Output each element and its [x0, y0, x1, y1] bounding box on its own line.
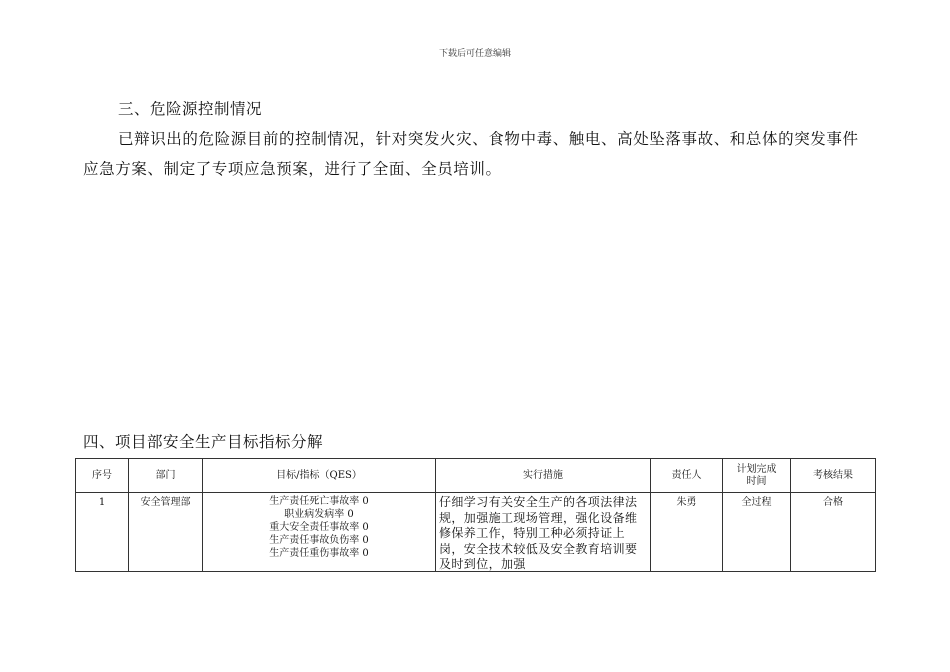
table-row — [76, 493, 876, 572]
cell-no-text: 1 — [98, 497, 106, 508]
cell-dept — [129, 493, 203, 572]
header-measures: 实行措施 — [436, 459, 651, 493]
target-item: 生产责任死亡事故率 0 — [269, 496, 369, 507]
cell-owner-text: 朱勇 — [676, 497, 697, 508]
cell-dept-text: 安全管理部 — [140, 497, 191, 508]
header-owner: 责任人 — [651, 459, 723, 493]
header-dept: 部门 — [129, 459, 203, 493]
section-4-title: 四、项目部安全生产目标指标分解 — [83, 433, 324, 451]
target-item: 生产责任重伤事故率 0 — [269, 548, 369, 559]
cell-measures-text: 仔细学习有关安全生产的各项法律法规，加强施工现场管理，强化设备维修保养工作，特别工种必须持证上岗，安全技术较低及安全教育培训要及时到位，加强 — [439, 495, 638, 571]
header-target: 目标/指标（QES） — [203, 459, 436, 493]
header-note: 下载后可任意编辑 — [438, 49, 511, 59]
target-item: 生产责任事故负伤率 0 — [269, 535, 369, 546]
target-item: 重大安全责任事故率 0 — [269, 522, 369, 533]
target-item: 职业病发病率 0 — [284, 509, 354, 520]
table-header-row — [76, 459, 876, 493]
cell-targets — [203, 493, 436, 572]
cell-measures — [436, 493, 651, 572]
cell-owner — [651, 493, 723, 572]
cell-plan-text: 全过程 — [741, 497, 772, 508]
header-no: 序号 — [76, 459, 129, 493]
cell-result-text: 合格 — [823, 497, 843, 508]
header-plan-line1: 计划完成 — [736, 463, 777, 475]
section-3-paragraph: 已辩识出的危险源目前的控制情况，针对突发火灾、食物中毒、触电、高处坠落事故、和总体的突发事件应急方案、制定了专项应急预案，进行了全面、全员培训。 — [83, 130, 859, 178]
cell-plan — [723, 493, 791, 572]
header-plan-time — [723, 459, 791, 493]
header-result: 考核结果 — [791, 459, 876, 493]
header-plan-line2: 时间 — [746, 475, 767, 487]
cell-result — [791, 493, 876, 572]
section-3-title: 三、危险源控制情况 — [118, 100, 263, 118]
targets-table — [75, 458, 876, 572]
cell-no — [76, 493, 129, 572]
